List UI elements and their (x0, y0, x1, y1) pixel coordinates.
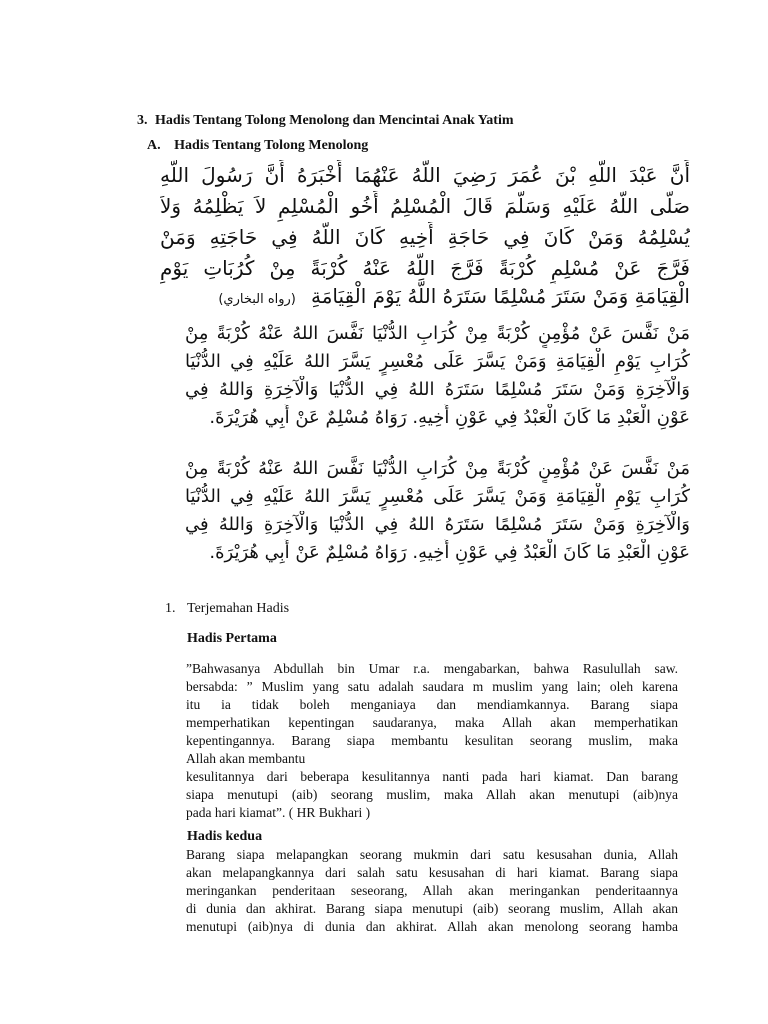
paragraph-line: siapa menutupi (aib) seorang muslim, maka Allah akan menutupi (aib)nya (186, 787, 678, 802)
paragraph-line: kesulitannya dari beberapa kesulitannya nanti pada hari kiamat. Dan barang (186, 769, 678, 784)
paragraph-line: itu ia tidak boleh menganiaya dan mendiamkannya. Barang siapa (186, 697, 678, 712)
arabic-line: كُرَابِ يَوْمِ الْقِيَامَةِ وَمَنْ يَسَّرَ عَلَى مُعْسِرٍ يَسَّرَ اللهُ عَلَيْهِ فِي الدُّنْيَا (185, 351, 690, 372)
arabic-hadith-1-last-row (168, 284, 690, 314)
paragraph-line: bersabda: ” Muslim yang satu adalah saudara m muslim yang lain; oleh karena (186, 679, 678, 694)
arabic-line: وَالْآخِرَةِ وَمَنْ سَتَرَ مُسْلِمًا سَتَرَهُ اللهُ فِي الدُّنْيَا وَالْآخِرَةِ وَاللهُ فِي (185, 379, 690, 400)
second-hadith-heading: Hadis kedua (187, 829, 263, 844)
subsection-heading (147, 138, 368, 154)
arabic-hadith-2 (185, 320, 690, 432)
second-hadith-translation (186, 846, 678, 936)
hadith-source: (رواه البخاري) (218, 292, 296, 307)
arabic-hadith-3 (185, 455, 690, 567)
translation-heading (165, 601, 289, 617)
paragraph-line: Allah akan membantu (186, 751, 306, 766)
paragraph-line: menutupi (aib)nya di dunia dan akhirat. Allah akan menolong seorang hamba (186, 919, 678, 934)
arabic-line: مَنْ نَفَّسَ عَنْ مُؤْمِنٍ كُرْبَةً مِنْ كُرَابِ الدُّنْيَا نَفَّسَ اللهُ عَنْهُ كُرْبَةً مِنْ (185, 458, 690, 479)
first-hadith-heading: Hadis Pertama (187, 631, 277, 646)
paragraph-line: ”Bahwasanya Abdullah bin Umar r.a. mengabarkan, bahwa Rasulullah saw. (186, 661, 678, 676)
section-heading (137, 113, 514, 129)
paragraph-line: meringankan penderitaan seseorang, Allah akan meringankan penderitaannya (186, 883, 678, 898)
translation-title: Terjemahan Hadis (187, 601, 290, 616)
arabic-line: أَنَّ عَبْدَ اللَّهِ بْنَ عُمَرَ رَضِيَ اللَّهُ عَنْهُمَا أَخْبَرَهُ أَنَّ رَسُولَ اللَّهِ (160, 163, 690, 187)
arabic-line: عَوْنِ الْعَبْدِ مَا كَانَ الْعَبْدُ فِي عَوْنِ أَخِيهِ. رَوَاهُ مُسْلِمٌ عَنْ أَبِي هُرَيْرَةَ. (209, 542, 690, 563)
translation-number: 1. (165, 601, 176, 616)
section-title: Hadis Tentang Tolong Menolong dan Mencintai Anak Yatim (155, 113, 514, 128)
subsection-letter: A. (147, 138, 161, 153)
arabic-line: كُرَابِ يَوْمِ الْقِيَامَةِ وَمَنْ يَسَّرَ عَلَى مُعْسِرٍ يَسَّرَ اللهُ عَلَيْهِ فِي الدُّنْيَا (185, 486, 690, 507)
arabic-line: عَوْنِ الْعَبْدِ مَا كَانَ الْعَبْدُ فِي عَوْنِ أَخِيهِ. رَوَاهُ مُسْلِمٌ عَنْ أَبِي هُرَيْرَةَ. (209, 407, 690, 428)
section-number: 3. (137, 113, 148, 128)
paragraph-line: kepentingannya. Barang siapa membantu kesulitan seorang muslim, maka (186, 733, 678, 748)
first-hadith-translation (186, 660, 678, 822)
arabic-line: فَرَّجَ عَنْ مُسْلِمٍ كُرْبَةً فَرَّجَ اللَّهُ عَنْهُ كُرْبَةً مِنْ كُرُبَاتِ يَوْمِ (160, 256, 690, 280)
arabic-line: صَلَّى اللَّهُ عَلَيْهِ وَسَلَّمَ قَالَ الْمُسْلِمُ أَخُو الْمُسْلِمِ لاَ يَظْلِمُهُ وَلاَ (160, 194, 690, 218)
paragraph-line: pada hari kiamat”. ( HR Bukhari ) (186, 805, 371, 820)
paragraph-line: memperhatikan kepentingan saudaranya, maka Allah akan memperhatikan (186, 715, 678, 730)
arabic-line: مَنْ نَفَّسَ عَنْ مُؤْمِنٍ كُرْبَةً مِنْ كُرَابِ الدُّنْيَا نَفَّسَ اللهُ عَنْهُ كُرْبَةً مِنْ (185, 323, 690, 344)
subsection-title: Hadis Tentang Tolong Menolong (174, 138, 369, 153)
arabic-line: وَالْآخِرَةِ وَمَنْ سَتَرَ مُسْلِمًا سَتَرَهُ اللهُ فِي الدُّنْيَا وَالْآخِرَةِ وَاللهُ فِي (185, 514, 690, 535)
arabic-hadith-1 (160, 160, 690, 284)
arabic-line: يُسْلِمُهُ وَمَنْ كَانَ فِي حَاجَةِ أَخِيهِ كَانَ اللَّهُ فِي حَاجَتِهِ وَمَنْ (160, 225, 690, 249)
paragraph-line: di dunia dan akhirat. Barang siapa menutupi (aib) seorang muslim, Allah akan (186, 901, 678, 916)
arabic-line: الْقِيَامَةِ وَمَنْ سَتَرَ مُسْلِمًا سَتَرَهُ اللَّهُ يَوْمَ الْقِيَامَةِ (310, 284, 690, 308)
paragraph-line: Barang siapa melapangkan seorang mukmin dari satu kesusahan dunia, Allah (186, 847, 678, 862)
paragraph-line: akan melapangkannya dari salah satu kesusahan di hari kiamat. Barang siapa (186, 865, 678, 880)
